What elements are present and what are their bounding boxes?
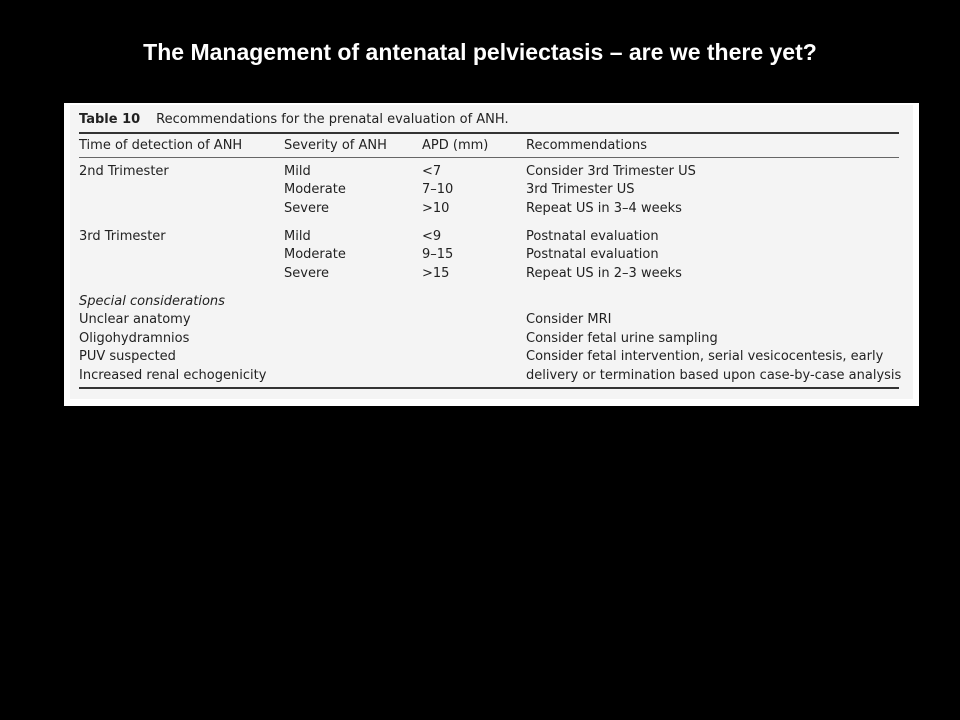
table-header-rule	[79, 157, 899, 158]
table-cell: Consider fetal intervention, serial vesicocentesis, early	[526, 349, 884, 364]
slide-title: The Management of antenatal pelviectasis – are we there yet?	[143, 39, 817, 65]
special-considerations-heading: Special considerations	[79, 294, 225, 309]
table-cell: Postnatal evaluation	[526, 229, 659, 244]
header-time-of-detection: Time of detection of ANH	[79, 138, 243, 153]
table-image	[64, 103, 919, 406]
table-cell: <7	[422, 164, 442, 179]
table-cell: 3rd Trimester	[79, 229, 166, 244]
table-cell: Moderate	[284, 182, 346, 197]
table-label: Table 10	[79, 112, 141, 127]
table-caption	[79, 112, 509, 127]
table-cell: Consider 3rd Trimester US	[526, 164, 696, 179]
table-cell: <9	[422, 229, 442, 244]
table-cell: 9–15	[422, 247, 454, 262]
table-cell: Consider fetal urine sampling	[526, 331, 718, 346]
recommendations-table	[70, 105, 913, 399]
table-cell: Repeat US in 2–3 weeks	[526, 266, 682, 281]
table-cell: Increased renal echogenicity	[79, 368, 267, 383]
table-cell: Unclear anatomy	[79, 312, 191, 327]
table-cell: Consider MRI	[526, 312, 612, 327]
table-cell: 2nd Trimester	[79, 164, 169, 179]
table-cell: Oligohydramnios	[79, 331, 190, 346]
table-cell: Mild	[284, 229, 311, 244]
table-bottom-rule	[79, 387, 899, 389]
table-cell: Severe	[284, 201, 329, 216]
table-cell: >10	[422, 201, 450, 216]
header-apd: APD (mm)	[422, 138, 489, 153]
table-cell: 3rd Trimester US	[526, 182, 635, 197]
table-cell: >15	[422, 266, 450, 281]
table-cell: Postnatal evaluation	[526, 247, 659, 262]
table-cell: Repeat US in 3–4 weeks	[526, 201, 682, 216]
table-cell: delivery or termination based upon case-by-case analysis	[526, 368, 902, 383]
table-caption-text: Recommendations for the prenatal evaluation of ANH.	[156, 112, 509, 127]
table-cell: 7–10	[422, 182, 454, 197]
table-cell: Mild	[284, 164, 311, 179]
header-recommendations: Recommendations	[526, 138, 648, 153]
header-severity: Severity of ANH	[284, 138, 387, 153]
table-cell: Severe	[284, 266, 329, 281]
table-top-rule	[79, 132, 899, 134]
table-cell: PUV suspected	[79, 349, 176, 364]
table-cell: Moderate	[284, 247, 346, 262]
